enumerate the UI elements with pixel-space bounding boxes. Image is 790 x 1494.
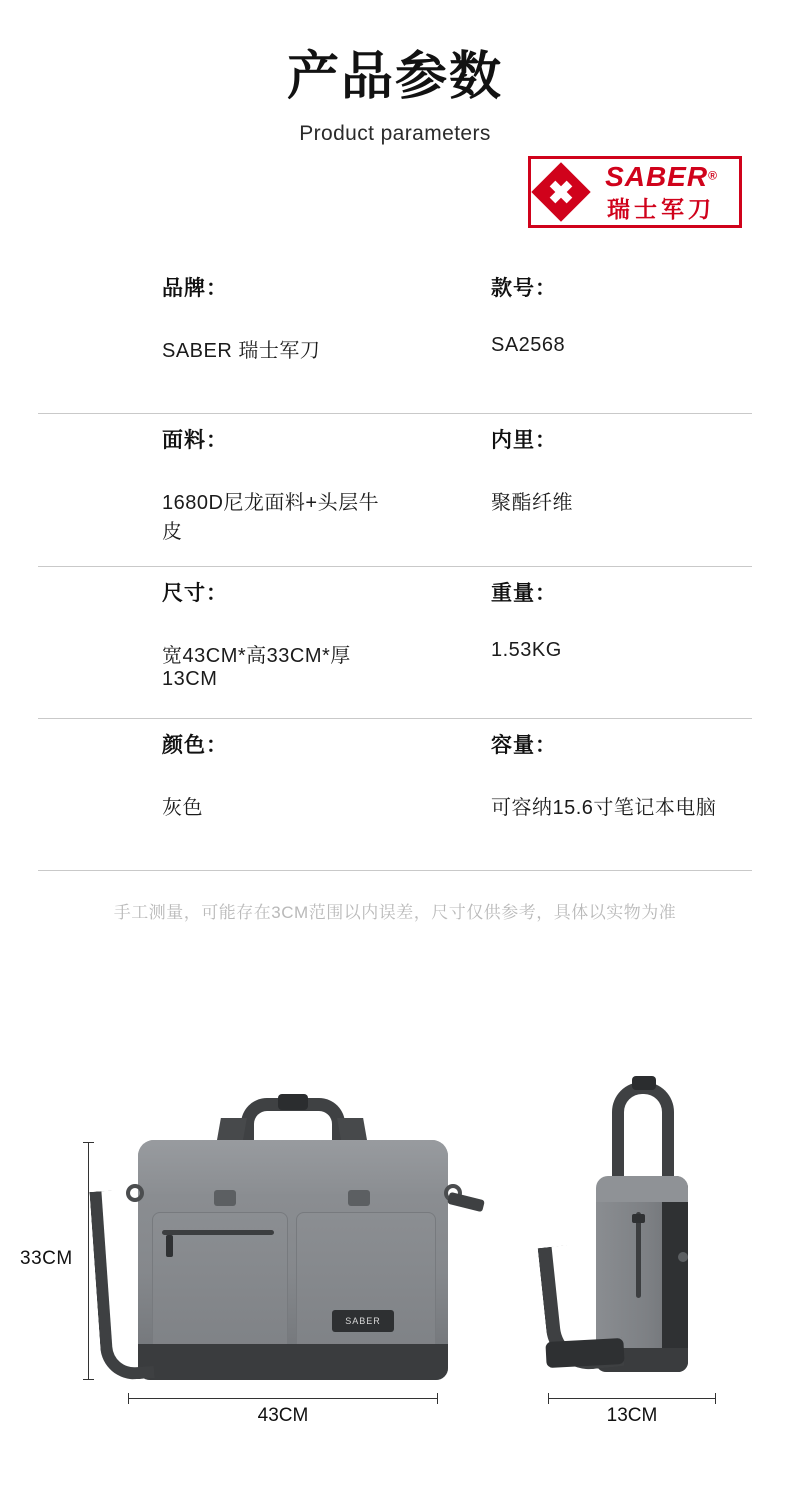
page-subtitle: Product parameters xyxy=(299,121,491,145)
spec-value: 聚酯纤维 xyxy=(491,492,573,514)
swiss-army-cross-icon xyxy=(531,159,591,225)
table-row xyxy=(38,414,752,567)
spec-value: 可容纳15.6寸笔记本电脑 xyxy=(491,797,717,819)
height-dimension-label: 33CM xyxy=(20,1248,73,1269)
brand-logo xyxy=(528,156,742,228)
spec-cell-material xyxy=(38,424,395,544)
spec-cell-model xyxy=(395,272,752,391)
table-row xyxy=(38,567,752,719)
brand-name-en: SABER xyxy=(605,161,709,192)
spec-label: 内里： xyxy=(491,429,557,452)
spec-label: 重量： xyxy=(491,582,557,605)
spec-cell-lining xyxy=(395,424,752,544)
spec-label: 颜色： xyxy=(162,734,228,757)
brand-name-cn: 瑞士军刀 xyxy=(607,196,715,222)
bag-side-view-illustration xyxy=(540,1062,730,1392)
spec-cell-brand xyxy=(38,272,395,391)
height-dimension-line xyxy=(88,1142,89,1380)
spec-label: 品牌： xyxy=(162,277,228,300)
spec-value: SABER 瑞士军刀 xyxy=(162,340,321,362)
page-title: 产品参数 xyxy=(286,48,503,106)
bag-front-view-illustration xyxy=(96,1072,486,1392)
spec-cell-capacity xyxy=(395,729,752,848)
bag-logo-tag: SABER xyxy=(332,1310,394,1332)
spec-value: 宽43CM*高33CM*厚13CM xyxy=(162,645,351,690)
spec-label: 容量： xyxy=(491,734,557,757)
product-spec-table xyxy=(38,262,752,871)
measurement-note: 手工测量，可能存在3CM范围以内误差，尺寸仅供参考，具体以实物为准 xyxy=(113,903,677,922)
page-header xyxy=(0,0,790,146)
spec-value: 1680D尼龙面料+头层牛皮 xyxy=(162,492,380,543)
spec-label: 面料： xyxy=(162,429,228,452)
spec-cell-color xyxy=(38,729,395,848)
spec-cell-size xyxy=(38,577,395,696)
spec-cell-weight xyxy=(395,577,752,696)
depth-dimension-line xyxy=(548,1398,716,1399)
depth-dimension-label: 13CM xyxy=(606,1405,658,1426)
brand-logo-text xyxy=(591,163,739,221)
registered-mark: ® xyxy=(708,168,717,183)
spec-value: 1.53KG xyxy=(491,639,562,661)
width-dimension-line xyxy=(128,1398,438,1399)
spec-label: 尺寸： xyxy=(162,582,228,605)
width-dimension-label: 43CM xyxy=(257,1405,309,1426)
spec-value: SA2568 xyxy=(491,334,566,356)
spec-value: 灰色 xyxy=(162,797,203,819)
spec-label: 款号： xyxy=(491,277,557,300)
table-row xyxy=(38,262,752,414)
table-row xyxy=(38,719,752,871)
